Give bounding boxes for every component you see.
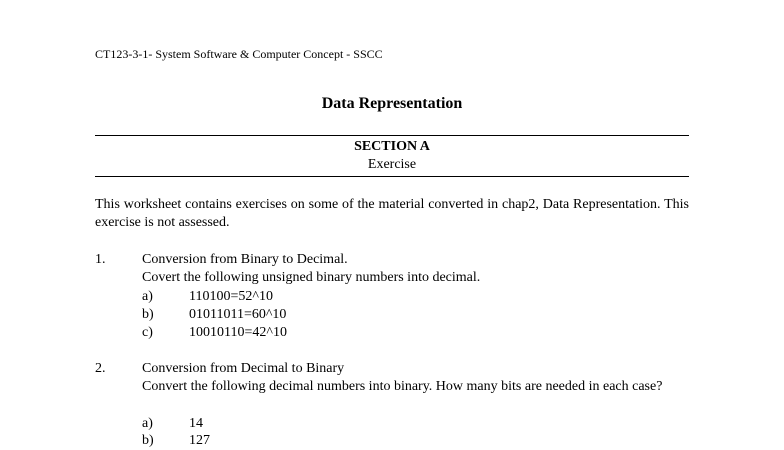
course-header: CT123-3-1- System Software & Computer Concept - SSCC xyxy=(95,47,383,61)
section-bottom-rule xyxy=(95,176,689,177)
question-2-title: Conversion from Decimal to Binary xyxy=(142,361,345,376)
question-1-item-a-label: a) xyxy=(142,289,153,304)
section-top-rule xyxy=(95,135,689,136)
question-2-item-b-label: b) xyxy=(142,433,154,448)
question-1-item-a-value: 110100=52^10 xyxy=(189,289,273,304)
question-2-instruction: Convert the following decimal numbers into binary. How many bits are needed in each case? xyxy=(142,379,663,394)
page-title: Data Representation xyxy=(321,95,463,112)
question-1-item-c-value: 10010110=42^10 xyxy=(189,325,287,340)
question-1-item-c-label: c) xyxy=(142,325,153,340)
section-subheading: Exercise xyxy=(367,157,417,172)
question-2-item-a-label: a) xyxy=(142,416,153,431)
question-1-number: 1. xyxy=(95,252,106,267)
question-2-number: 2. xyxy=(95,361,106,376)
question-1-title: Conversion from Binary to Decimal. xyxy=(142,252,348,267)
intro-paragraph: This worksheet contains exercises on some of the material converted in chap2, Data Representation. This exercise is not assessed. xyxy=(95,197,689,230)
question-1-item-b-label: b) xyxy=(142,307,154,322)
question-1-item-b-value: 01011011=60^10 xyxy=(189,307,287,322)
question-2-item-a-value: 14 xyxy=(189,416,203,431)
section-heading: SECTION A xyxy=(354,139,430,154)
question-1-instruction: Covert the following unsigned binary numbers into decimal. xyxy=(142,270,481,285)
question-2-item-b-value: 127 xyxy=(189,433,210,448)
